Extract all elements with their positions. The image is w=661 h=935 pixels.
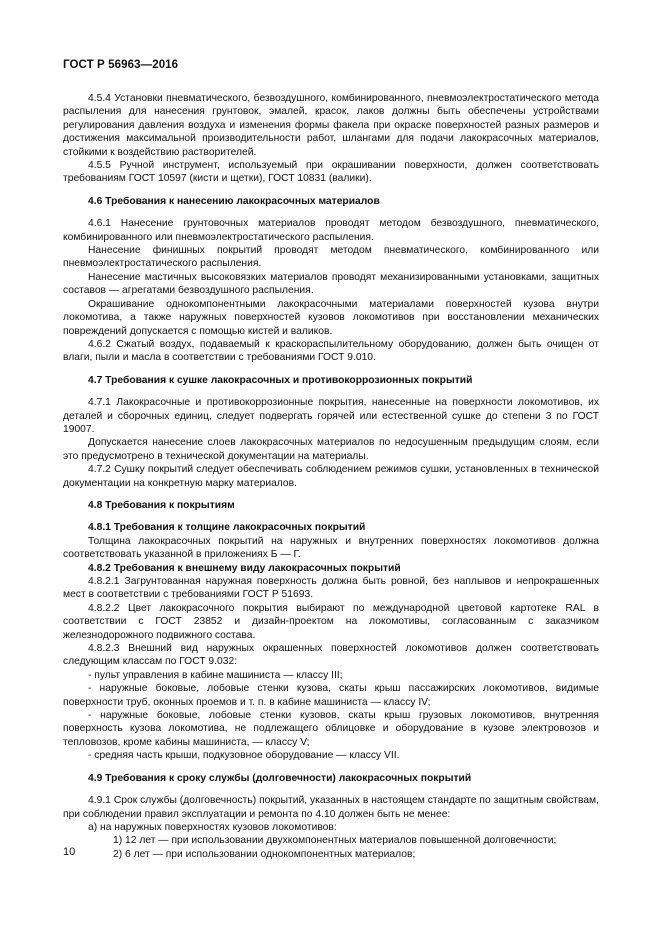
list-item: - наружные боковые, лобовые стенки кузовов, скаты крыш грузовых локомотивов, внутренняя поверхность кузова локомотива, не подлежащего облицовке и оборудование в кузове электровозов и тепловозов, кроме кабины машиниста, — классу V;: [63, 710, 599, 748]
document-body: [63, 92, 599, 861]
page-number: 10: [63, 846, 76, 858]
paragraph: Допускается нанесение слоев лакокрасочных материалов по недосушенным предыдущим слоям, если это предусмотрено в технической документации на материалы.: [63, 437, 599, 462]
list-item: а) на наружных поверхностях кузовов локомотивов:: [88, 821, 337, 833]
paragraph: 4.9.1 Срок службы (долговечность) покрытий, указанных в настоящем стандарте по защитным свойствам, при соблюдении правил эксплуатации и ремонта по 4.10 должен быть не менее:: [63, 795, 599, 820]
subsection-heading: 4.8.2 Требования к внешнему виду лакокрасочных покрытий: [88, 562, 401, 574]
paragraph: 4.6.1 Нанесение грунтовочных материалов проводят методом безвоздушного, пневматического, комбинированного или пневмоэлектростатического распыления.: [63, 218, 599, 243]
paragraph: 4.8.2.2 Цвет лакокрасочного покрытия выбирают по международной цветовой картотеке RAL в соответствии с ГОСТ 23852 и дизайн-проектом на локомотивы, согласованным с заказчиком железнодорожного подвижного состава.: [63, 602, 599, 641]
paragraph: 4.5.5 Ручной инструмент, используемый при окрашивании поверхности, должен соответствовать требованиям ГОСТ 10597 (кисти и щетки), ГОСТ 10831 (валики).: [63, 160, 599, 185]
section-heading: 4.8 Требования к покрытиям: [88, 499, 235, 511]
paragraph: Окрашивание однокомпонентными лакокрасочными материалами поверхностей кузова внутри локомотива, а также наружных поверхностей кузовов локомотивов при восстановлении механических повреждений допускается с помощью кистей и валиков.: [63, 298, 599, 337]
paragraph: Нанесение финишных покрытий проводят методом пневматического, комбинированного или пневмоэлектростатического распыления.: [63, 245, 599, 270]
section-heading: 4.9 Требования к сроку службы (долговечности) лакокрасочных покрытий: [88, 772, 472, 784]
paragraph: 4.5.4 Установки пневматического, безвоздушного, комбинированного, пневмоэлектростатического метода распыления для нанесения грунтовок, эмалей, красок, лаков должны быть обеспечены устройствами регулирования давления воздуха и изменения формы факела при окраске поверхностей разных размеров и достижения максимальной производительности работ, шлангами для подачи лакокрасочных материалов, стойкими к воздействию растворителей.: [63, 93, 599, 158]
list-item: - пульт управления в кабине машиниста — классу III;: [88, 669, 343, 681]
subsection-heading: 4.8.1 Требования к толщине лакокрасочных покрытий: [88, 522, 366, 534]
paragraph: 4.7.2 Сушку покрытий следует обеспечивать соблюдением режимов сушки, установленных в технической документации на конкретную марку материалов.: [63, 464, 599, 489]
paragraph: 4.8.2.1 Загрунтованная наружная поверхность должна быть ровной, без наплывов и непрокрашенных мест в соответствии с требованиями ГОСТ Р 51693.: [63, 576, 599, 601]
list-item: - средняя часть крыши, подкузовное оборудование — классу VII.: [88, 750, 400, 762]
paragraph: 4.8.2.3 Внешний вид наружных окрашенных поверхностей локомотивов должен соответствовать следующим классам по ГОСТ 9.032:: [63, 643, 599, 668]
paragraph: 4.7.1 Лакокрасочные и противокоррозионные покрытия, нанесенные на поверхности локомотивов, их деталей и сборочных единиц, следует подвергать горячей или естественной сушке до степени 3 по ГОСТ 19007.: [63, 397, 599, 435]
standard-header: ГОСТ Р 56963—2016: [63, 59, 179, 71]
section-heading: 4.6 Требования к нанесению лакокрасочных материалов: [88, 195, 380, 207]
list-item: - наружные боковые, лобовые стенки кузова, скаты крыш пассажирских локомотивов, видимые поверхности труб, оконных проемов и т. п. в кабине машиниста — классу IV;: [63, 683, 599, 708]
list-item: 1) 12 лет — при использовании двухкомпонентных материалов повышенной долговечности;: [113, 835, 557, 847]
paragraph: Нанесение мастичных высоковязких материалов проводят механизированными установками, защитных составов — агрегатами безвоздушного распыления.: [63, 271, 599, 297]
paragraph: Толщина лакокрасочных покрытий на наружных и внутренних поверхностях локомотивов должна соответствовать указанной в приложениях Б — Г.: [63, 535, 599, 561]
list-item: 2) 6 лет — при использовании однокомпонентных материалов;: [113, 848, 416, 860]
paragraph: 4.6.2 Сжатый воздух, подаваемый к краскораспылительному оборудованию, должен быть очищен от влаги, пыли и масла в соответствии с требованиями ГОСТ 9.010.: [63, 338, 599, 364]
section-heading: 4.7 Требования к сушке лакокрасочных и противокоррозионных покрытий: [88, 374, 473, 386]
